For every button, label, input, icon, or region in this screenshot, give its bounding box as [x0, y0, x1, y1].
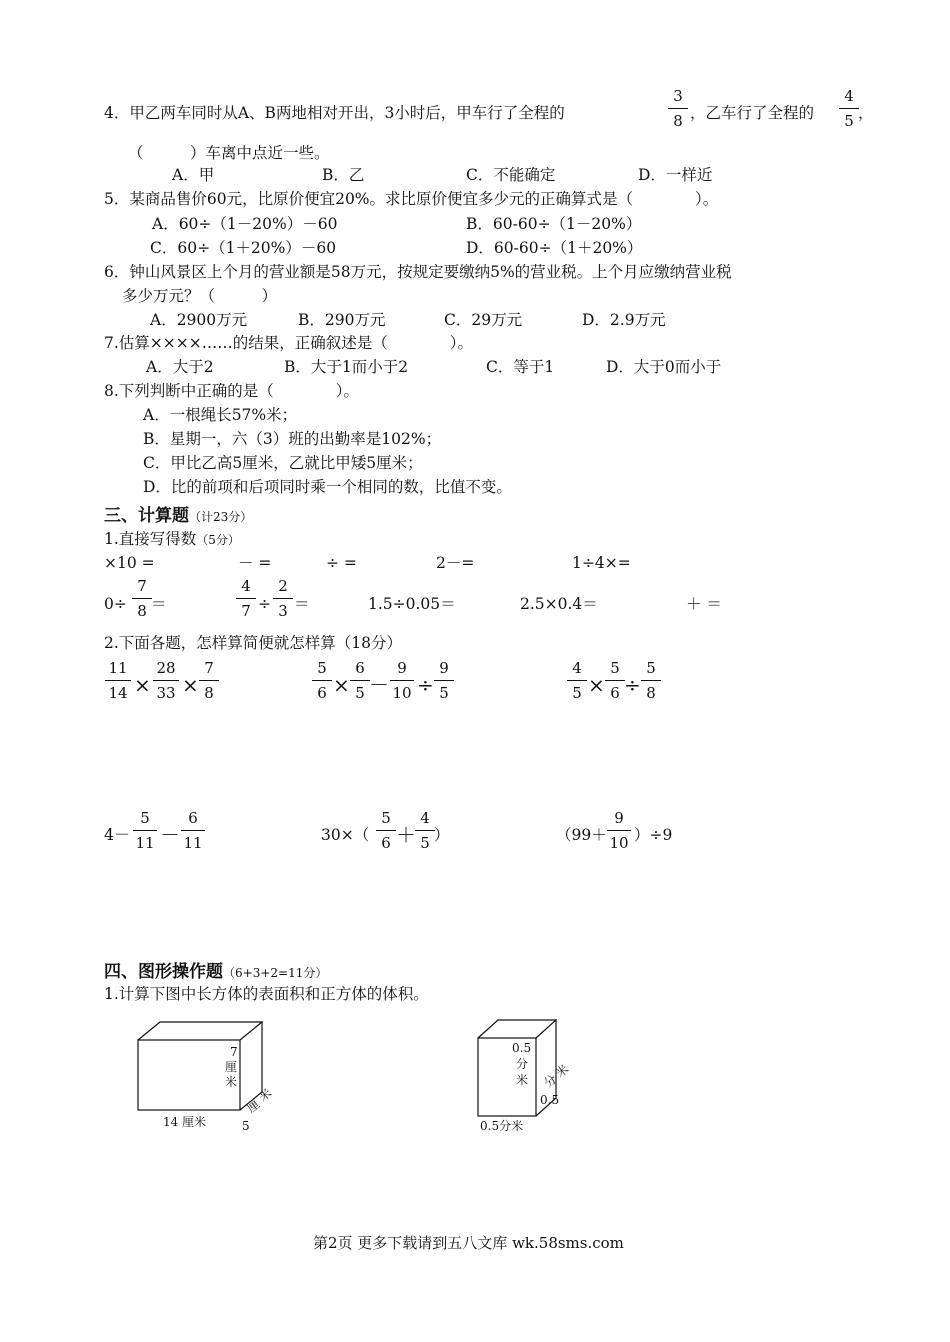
- q8-option-b: B．星期一，六（3）班的出勤率是102%；: [143, 430, 442, 448]
- e5-op1: ＋: [396, 823, 416, 847]
- fraction-numerator: 6: [355, 659, 365, 677]
- fraction-denominator: 8: [646, 684, 656, 702]
- e1-fraction-1: [104, 660, 132, 702]
- section-4-heading: [104, 962, 327, 983]
- fraction-numerator: 4: [572, 659, 582, 677]
- fraction-denominator: 5: [439, 684, 449, 702]
- q7-option-a: A．大于2: [146, 358, 214, 376]
- fraction-denominator: 3: [278, 602, 288, 620]
- fraction-numerator: 4: [420, 809, 430, 827]
- fraction-numerator: 5: [381, 809, 391, 827]
- e4-fraction-2: [180, 810, 206, 852]
- cube-height-unit1: 分: [516, 1057, 529, 1071]
- fraction-numerator: 5: [610, 659, 620, 677]
- s4-part1-title: 1.计算下图中长方体的表面积和正方体的体积。: [104, 985, 429, 1003]
- cube-side-unit1: 分: [541, 1071, 560, 1091]
- s3-row2-b-fraction1: [235, 578, 257, 620]
- q4-frac1-numerator: 3: [673, 87, 683, 105]
- s3-row2-c: 1.5÷0.05＝: [368, 595, 456, 613]
- section-3-heading: [104, 506, 252, 527]
- e2-op2: －: [369, 673, 389, 697]
- fraction-numerator: 7: [204, 659, 214, 677]
- e2-op1: ×: [333, 673, 350, 697]
- e5-post: ）: [434, 826, 450, 844]
- cuboid-top-face: [138, 1022, 262, 1040]
- cube-top-face: [478, 1020, 556, 1038]
- q5-option-b: B．60-60÷（1－20%）: [466, 215, 642, 233]
- q8-text: 8.下列判断中正确的是（ ）。: [104, 382, 360, 400]
- fraction-numerator: 9: [439, 659, 449, 677]
- e3-fraction-1: [566, 660, 588, 702]
- cuboid-height-unit1: 厘: [225, 1060, 238, 1074]
- q4-fraction-1: [667, 88, 689, 130]
- q7-option-c: C．等于1: [486, 358, 555, 376]
- q6-text-line2: 多少万元？（ ）: [122, 287, 278, 305]
- q4-option-c: C．不能确定: [466, 166, 556, 184]
- cuboid-height-unit2: 米: [225, 1075, 238, 1089]
- fraction-numerator: 11: [108, 659, 128, 677]
- q5-option-a: A．60÷（1－20%）－60: [152, 215, 338, 233]
- fraction-numerator: 6: [188, 809, 198, 827]
- q4-frac1-denominator: 8: [673, 112, 683, 130]
- cuboid-height-number: 7: [230, 1045, 238, 1059]
- e1-op2: ×: [182, 673, 199, 697]
- fraction-numerator: 9: [397, 659, 407, 677]
- e5-fraction-1: [375, 810, 397, 852]
- s3-row1-item2: － =: [238, 554, 272, 572]
- cube-figure: [470, 1018, 590, 1133]
- s3-part1-title: 1.直接写得数: [104, 530, 197, 548]
- q6-option-a: A．2900万元: [150, 311, 248, 329]
- q4-fraction-2: [838, 88, 860, 130]
- e4-pre: 4－: [104, 825, 131, 844]
- q4-option-a: A．甲: [172, 166, 215, 184]
- cube-side-number: 0.5: [540, 1093, 560, 1107]
- q4-text-a: 4．甲乙两车同时从A、B两地相对开出，3小时后，甲车行了全程的: [104, 104, 565, 122]
- section-3-points: （计23分）: [189, 510, 253, 524]
- fraction-numerator: 9: [614, 809, 624, 827]
- e1-fraction-2: [152, 660, 180, 702]
- fraction-denominator: 14: [108, 684, 128, 702]
- e2-fraction-2: [349, 660, 371, 702]
- q5-text: 5．某商品售价60元，比原价便宜20%。求比原价便宜多少元的正确算式是（ ）。: [104, 190, 719, 208]
- cuboid-length-label: 14 厘米: [163, 1115, 207, 1129]
- fraction-denominator: 11: [183, 834, 203, 852]
- e3-fraction-3: [640, 660, 662, 702]
- e1-fraction-3: [198, 660, 220, 702]
- e5-pre: 30×（: [321, 826, 370, 844]
- q8-option-c: C．甲比乙高5厘米，乙就比甲矮5厘米；: [143, 454, 423, 472]
- q6-option-c: C．29万元: [444, 311, 523, 329]
- q4-frac2-denominator: 5: [844, 112, 854, 130]
- fraction-denominator: 33: [156, 684, 176, 702]
- s3-row1-item3: ÷ =: [326, 554, 357, 572]
- e3-fraction-2: [604, 660, 626, 702]
- s3-row2-b-post: ＝: [294, 595, 310, 613]
- section-3-title: 三、计算题: [104, 506, 189, 526]
- q6-option-b: B．290万元: [298, 311, 386, 329]
- fraction-numerator: 2: [278, 577, 288, 595]
- fraction-denominator: 6: [317, 684, 327, 702]
- q5-option-d: D．60-60÷（1＋20%）: [466, 239, 643, 257]
- q7-option-b: B．大于1而小于2: [284, 358, 409, 376]
- cube-side-unit2: 米: [553, 1061, 572, 1081]
- cuboid-width-unit1: 厘: [244, 1096, 263, 1116]
- fraction-denominator: 8: [204, 684, 214, 702]
- cube-bottom-label: 0.5分米: [480, 1119, 524, 1133]
- fraction-denominator: 7: [241, 602, 251, 620]
- fraction-denominator: 6: [610, 684, 620, 702]
- s3-row1-item5: 1÷4×=: [572, 554, 631, 572]
- fraction-denominator: 10: [609, 834, 629, 852]
- e2-fraction-1: [311, 660, 333, 702]
- e3-op2: ÷: [624, 673, 641, 697]
- fraction-numerator: 4: [241, 577, 251, 595]
- s3-row2-b-op: ÷: [258, 595, 271, 613]
- cuboid-width-number: 5: [242, 1119, 250, 1133]
- fraction-numerator: 7: [137, 577, 147, 595]
- e2-fraction-4: [433, 660, 455, 702]
- q6-option-d: D．2.9万元: [582, 311, 666, 329]
- q5-option-c: C．60÷（1＋20%）－60: [150, 239, 337, 257]
- s3-row2-e: ＋ ＝: [686, 595, 722, 613]
- s3-row2-b-fraction2: [272, 578, 294, 620]
- fraction-denominator: 5: [572, 684, 582, 702]
- q4-frac2-numerator: 4: [844, 87, 854, 105]
- e2-op3: ÷: [417, 673, 434, 697]
- cuboid-figure: [130, 1020, 290, 1133]
- s3-row1-item4: 2－=: [436, 554, 475, 572]
- fraction-numerator: 28: [156, 659, 176, 677]
- s3-row2-a-fraction: [131, 578, 153, 620]
- s3-row1-item1: ×10 =: [104, 554, 155, 572]
- section-4-points: （6+3+2=11分）: [223, 966, 328, 980]
- q4-text-c: ，: [858, 104, 874, 122]
- e6-pre: （99＋: [556, 826, 607, 844]
- s3-row2-a-pre: 0÷: [104, 595, 127, 613]
- q4-text-b: ，乙车行了全程的: [690, 104, 815, 122]
- e1-op1: ×: [134, 673, 151, 697]
- q8-option-d: D．比的前项和后项同时乘一个相同的数，比值不变。: [143, 478, 512, 496]
- q7-text: 7.估算××××……的结果，正确叙述是（ ）。: [104, 334, 473, 352]
- q4-option-d: D．一样近: [638, 166, 713, 184]
- page-footer: 第2页 更多下载请到五八文库 wk.58sms.com: [313, 1234, 624, 1252]
- q4-line2: （ ）车离中点近一些。: [128, 144, 330, 162]
- e6-post: ）÷9: [634, 826, 673, 844]
- q7-option-d: D．大于0而小于: [606, 358, 722, 376]
- fraction-denominator: 6: [381, 834, 391, 852]
- q6-text-line1: 6．钟山风景区上个月的营业额是58万元，按规定要缴纳5%的营业税。上个月应缴纳营业税: [104, 263, 732, 281]
- cube-height-unit2: 米: [516, 1073, 529, 1087]
- fraction-numerator: 5: [140, 809, 150, 827]
- s3-part1-heading: [104, 529, 240, 550]
- q4-line1: [104, 103, 565, 123]
- e4-op1: －: [160, 823, 180, 847]
- e3-op1: ×: [588, 673, 605, 697]
- fraction-denominator: 10: [392, 684, 412, 702]
- fraction-denominator: 11: [135, 834, 155, 852]
- cuboid-width-unit2: 米: [256, 1085, 275, 1105]
- fraction-denominator: 8: [137, 602, 147, 620]
- e5-fraction-2: [414, 810, 436, 852]
- fraction-numerator: 5: [317, 659, 327, 677]
- s3-part2-title: 2.下面各题，怎样算简便就怎样算（18分）: [104, 634, 403, 652]
- q8-option-a: A．一根绳长57%米；: [143, 406, 298, 424]
- s3-row2-d: 2.5×0.4＝: [520, 595, 598, 613]
- fraction-denominator: 5: [355, 684, 365, 702]
- fraction-denominator: 5: [420, 834, 430, 852]
- s3-part1-points: （5分）: [196, 533, 240, 547]
- e2-fraction-3: [389, 660, 415, 702]
- e4-fraction-1: [132, 810, 158, 852]
- cube-height-number: 0.5: [512, 1041, 532, 1055]
- q4-option-b: B．乙: [322, 166, 365, 184]
- e6-fraction-1: [606, 810, 632, 852]
- section-4-title: 四、图形操作题: [104, 962, 223, 982]
- fraction-numerator: 5: [646, 659, 656, 677]
- s3-row2-a-post: ＝: [151, 595, 167, 613]
